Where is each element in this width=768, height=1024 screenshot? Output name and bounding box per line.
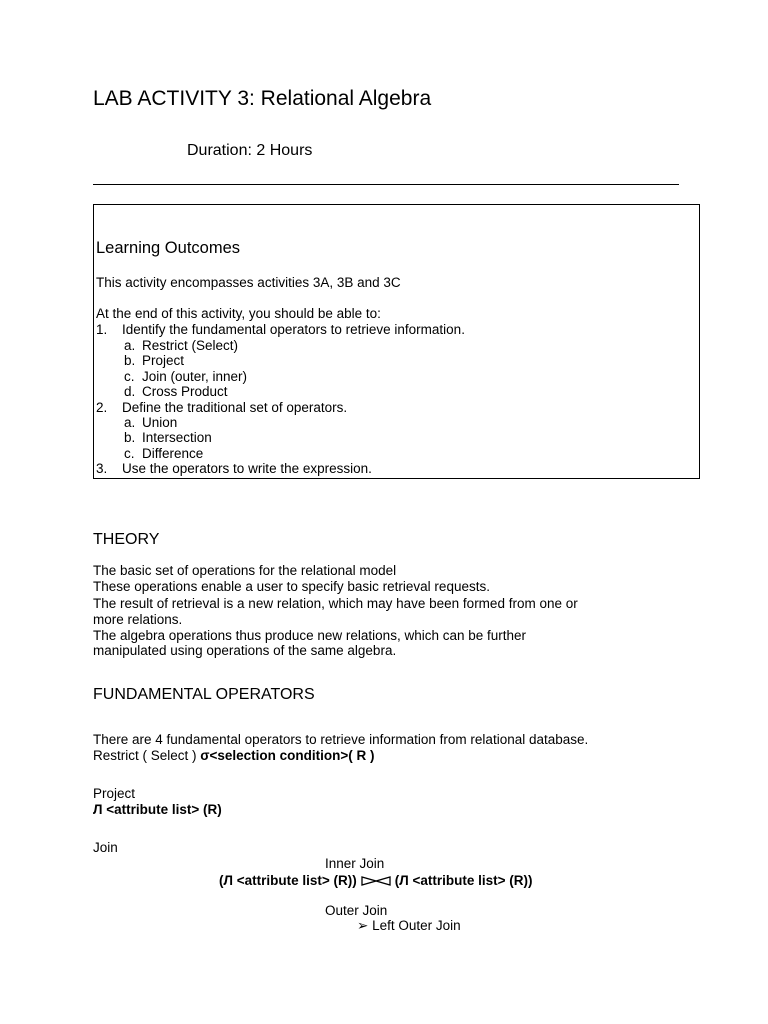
subitem-letter: a. xyxy=(124,338,136,353)
join-label: Join xyxy=(93,840,118,855)
outcome-item-1 xyxy=(96,322,465,338)
learning-outcomes-heading: Learning Outcomes xyxy=(96,239,240,257)
theory-line: manipulated using operations of the same algebra. xyxy=(93,643,397,658)
subitem-text: Union xyxy=(142,415,178,430)
theory-line: The algebra operations thus produce new relations, which can be further xyxy=(93,628,527,643)
outcome-text: Use the operators to write the expression. xyxy=(122,461,372,476)
outer-join-label: Outer Join xyxy=(325,903,388,918)
subitem-text: Join (outer, inner) xyxy=(142,369,248,384)
restrict-line xyxy=(93,748,375,764)
outcome-number: 1. xyxy=(96,322,108,337)
outcome-item-2 xyxy=(96,400,347,416)
restrict-label: Restrict ( Select ) xyxy=(93,748,201,763)
inner-join-right-operand: (Л <attribute list> (R)) xyxy=(394,873,533,888)
subitem-letter: c. xyxy=(124,446,135,461)
natural-join-icon xyxy=(357,873,395,888)
outcome-subitem xyxy=(124,369,247,385)
project-label: Project xyxy=(93,786,136,801)
outcome-item-3 xyxy=(96,461,372,477)
subitem-letter: b. xyxy=(124,353,136,368)
duration-text: Duration: 2 Hours xyxy=(187,142,313,159)
subitem-text: Intersection xyxy=(142,430,212,445)
fundamental-intro: There are 4 fundamental operators to retrieve information from relational database. xyxy=(93,732,589,747)
subitem-text: Project xyxy=(142,353,185,368)
subitem-letter: b. xyxy=(124,430,136,445)
inner-join-expression xyxy=(219,873,532,889)
restrict-expression: σ<selection condition>( R ) xyxy=(200,748,375,763)
fundamental-operators-heading: FUNDAMENTAL OPERATORS xyxy=(93,686,315,703)
outcome-number: 3. xyxy=(96,461,108,476)
outcome-subitem xyxy=(124,446,203,462)
arrow-bullet-icon: ➢ xyxy=(357,918,369,933)
outcome-subitem xyxy=(124,353,184,369)
subitem-text: Restrict (Select) xyxy=(142,338,239,353)
outcome-text: Identify the fundamental operators to retrieve information. xyxy=(122,322,465,337)
outcome-subitem xyxy=(124,415,177,431)
theory-line: The basic set of operations for the relational model xyxy=(93,563,397,578)
subitem-text: Difference xyxy=(142,446,204,461)
theory-heading: THEORY xyxy=(93,531,160,548)
outcome-subitem xyxy=(124,384,228,400)
theory-line: more relations. xyxy=(93,612,183,627)
left-outer-join-item xyxy=(357,918,461,934)
subitem-letter: d. xyxy=(124,384,136,399)
learning-outcomes-lead: At the end of this activity, you should be able to: xyxy=(96,306,381,321)
inner-join-label: Inner Join xyxy=(325,856,385,871)
theory-line: These operations enable a user to specify basic retrieval requests. xyxy=(93,579,490,594)
learning-outcomes-intro: This activity encompasses activities 3A, 3B and 3C xyxy=(96,275,401,290)
left-outer-join-label: Left Outer Join xyxy=(372,918,461,933)
outcome-number: 2. xyxy=(96,400,108,415)
theory-line: The result of retrieval is a new relation, which may have been formed from one or xyxy=(93,596,578,611)
project-expression: Л <attribute list> (R) xyxy=(93,802,222,817)
outcome-text: Define the traditional set of operators. xyxy=(122,400,348,415)
outcome-subitem xyxy=(124,338,238,354)
inner-join-left-operand: (Л <attribute list> (R)) xyxy=(219,873,357,888)
subitem-text: Cross Product xyxy=(142,384,228,399)
outcome-subitem xyxy=(124,430,212,446)
header-divider xyxy=(93,184,679,185)
page-title: LAB ACTIVITY 3: Relational Algebra xyxy=(93,87,432,110)
subitem-letter: a. xyxy=(124,415,136,430)
subitem-letter: c. xyxy=(124,369,135,384)
